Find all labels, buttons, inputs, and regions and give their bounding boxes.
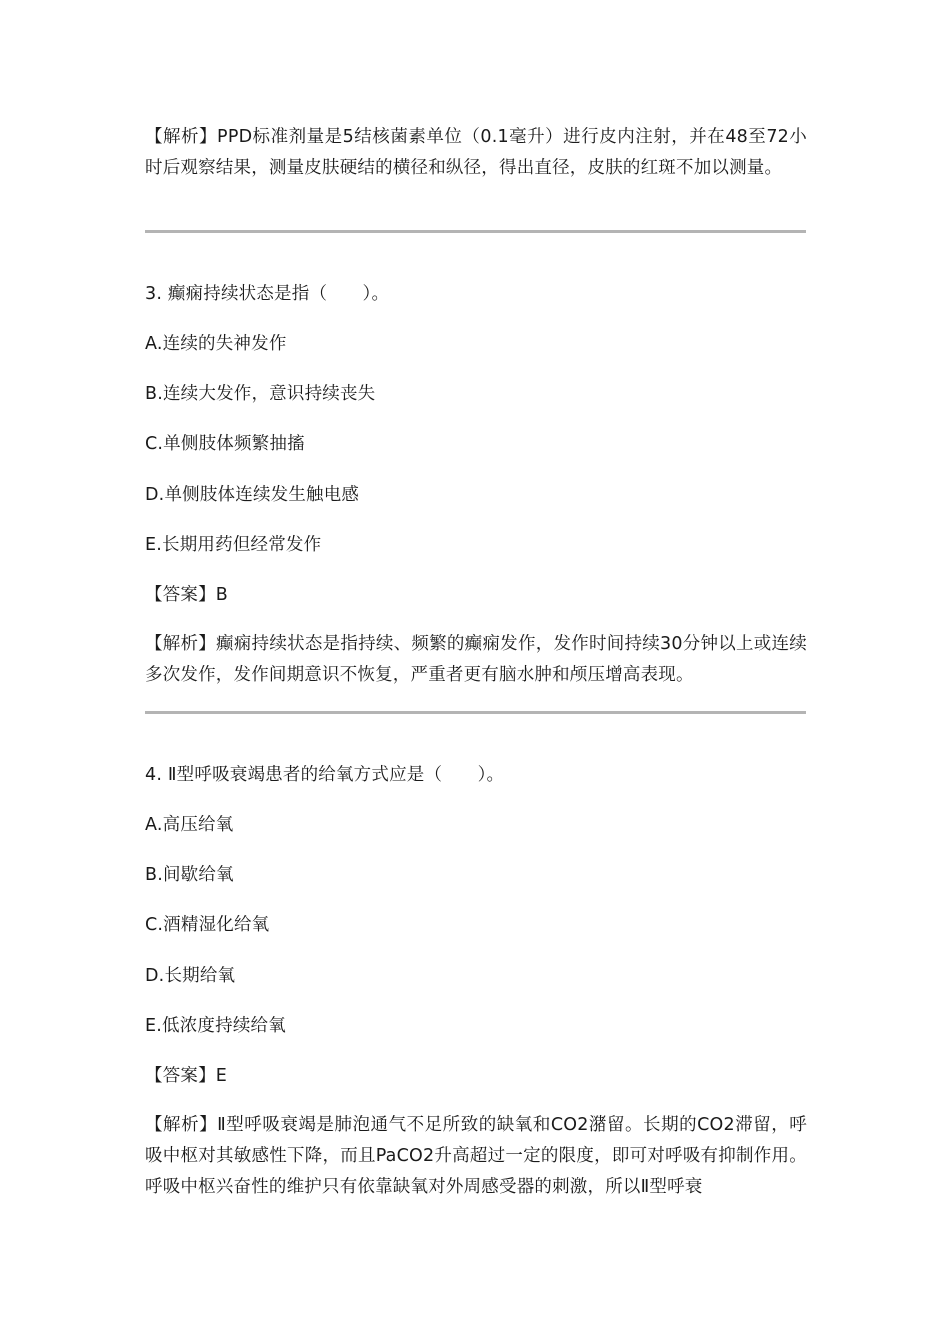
q3-stem: 3. 癫痫持续状态是指（ ）。 xyxy=(145,284,390,304)
section-divider-2 xyxy=(145,711,806,714)
q2-explanation: 【解析】PPD标准剂量是5结核菌素单位（0.1毫升）进行皮内注射，并在48至72小时后观察结果，测量皮肤硬结的横径和纵径，得出直径，皮肤的红斑不加以测量。 xyxy=(145,127,807,178)
section-divider-1 xyxy=(145,230,806,233)
q3-option-b: B.连续大发作，意识持续丧失 xyxy=(145,384,376,404)
q3-option-c: C.单侧肢体频繁抽搐 xyxy=(145,434,305,454)
q3-explanation: 【解析】癫痫持续状态是指持续、频繁的癫痫发作，发作时间持续30分钟以上或连续多次发作，发作间期意识不恢复，严重者更有脑水肿和颅压增高表现。 xyxy=(145,634,807,685)
q3-option-a: A.连续的失神发作 xyxy=(145,334,287,354)
q4-answer: 【答案】E xyxy=(145,1066,228,1086)
q3-option-d: D.单侧肢体连续发生触电感 xyxy=(145,485,360,505)
q3-answer: 【答案】B xyxy=(145,585,229,605)
q4-option-c: C.酒精湿化给氧 xyxy=(145,915,270,935)
q3-option-e: E.长期用药但经常发作 xyxy=(145,535,322,555)
q4-stem: 4. Ⅱ型呼吸衰竭患者的给氧方式应是（ ）。 xyxy=(145,765,505,785)
q4-option-a: A.高压给氧 xyxy=(145,815,234,835)
q4-option-d: D.长期给氧 xyxy=(145,966,236,986)
q4-option-e: E.低浓度持续给氧 xyxy=(145,1016,286,1036)
q4-option-b: B.间歇给氧 xyxy=(145,865,234,885)
q4-explanation: 【解析】Ⅱ型呼吸衰竭是肺泡通气不足所致的缺氧和CO2潴留。长期的CO2滞留，呼吸中枢对其敏感性下降，而且PaCO2升高超过一定的限度，即可对呼吸有抑制作用。呼吸中枢兴奋性的维护只有依靠缺氧对外周感受器的刺激，所以Ⅱ型呼衰 xyxy=(145,1115,807,1197)
